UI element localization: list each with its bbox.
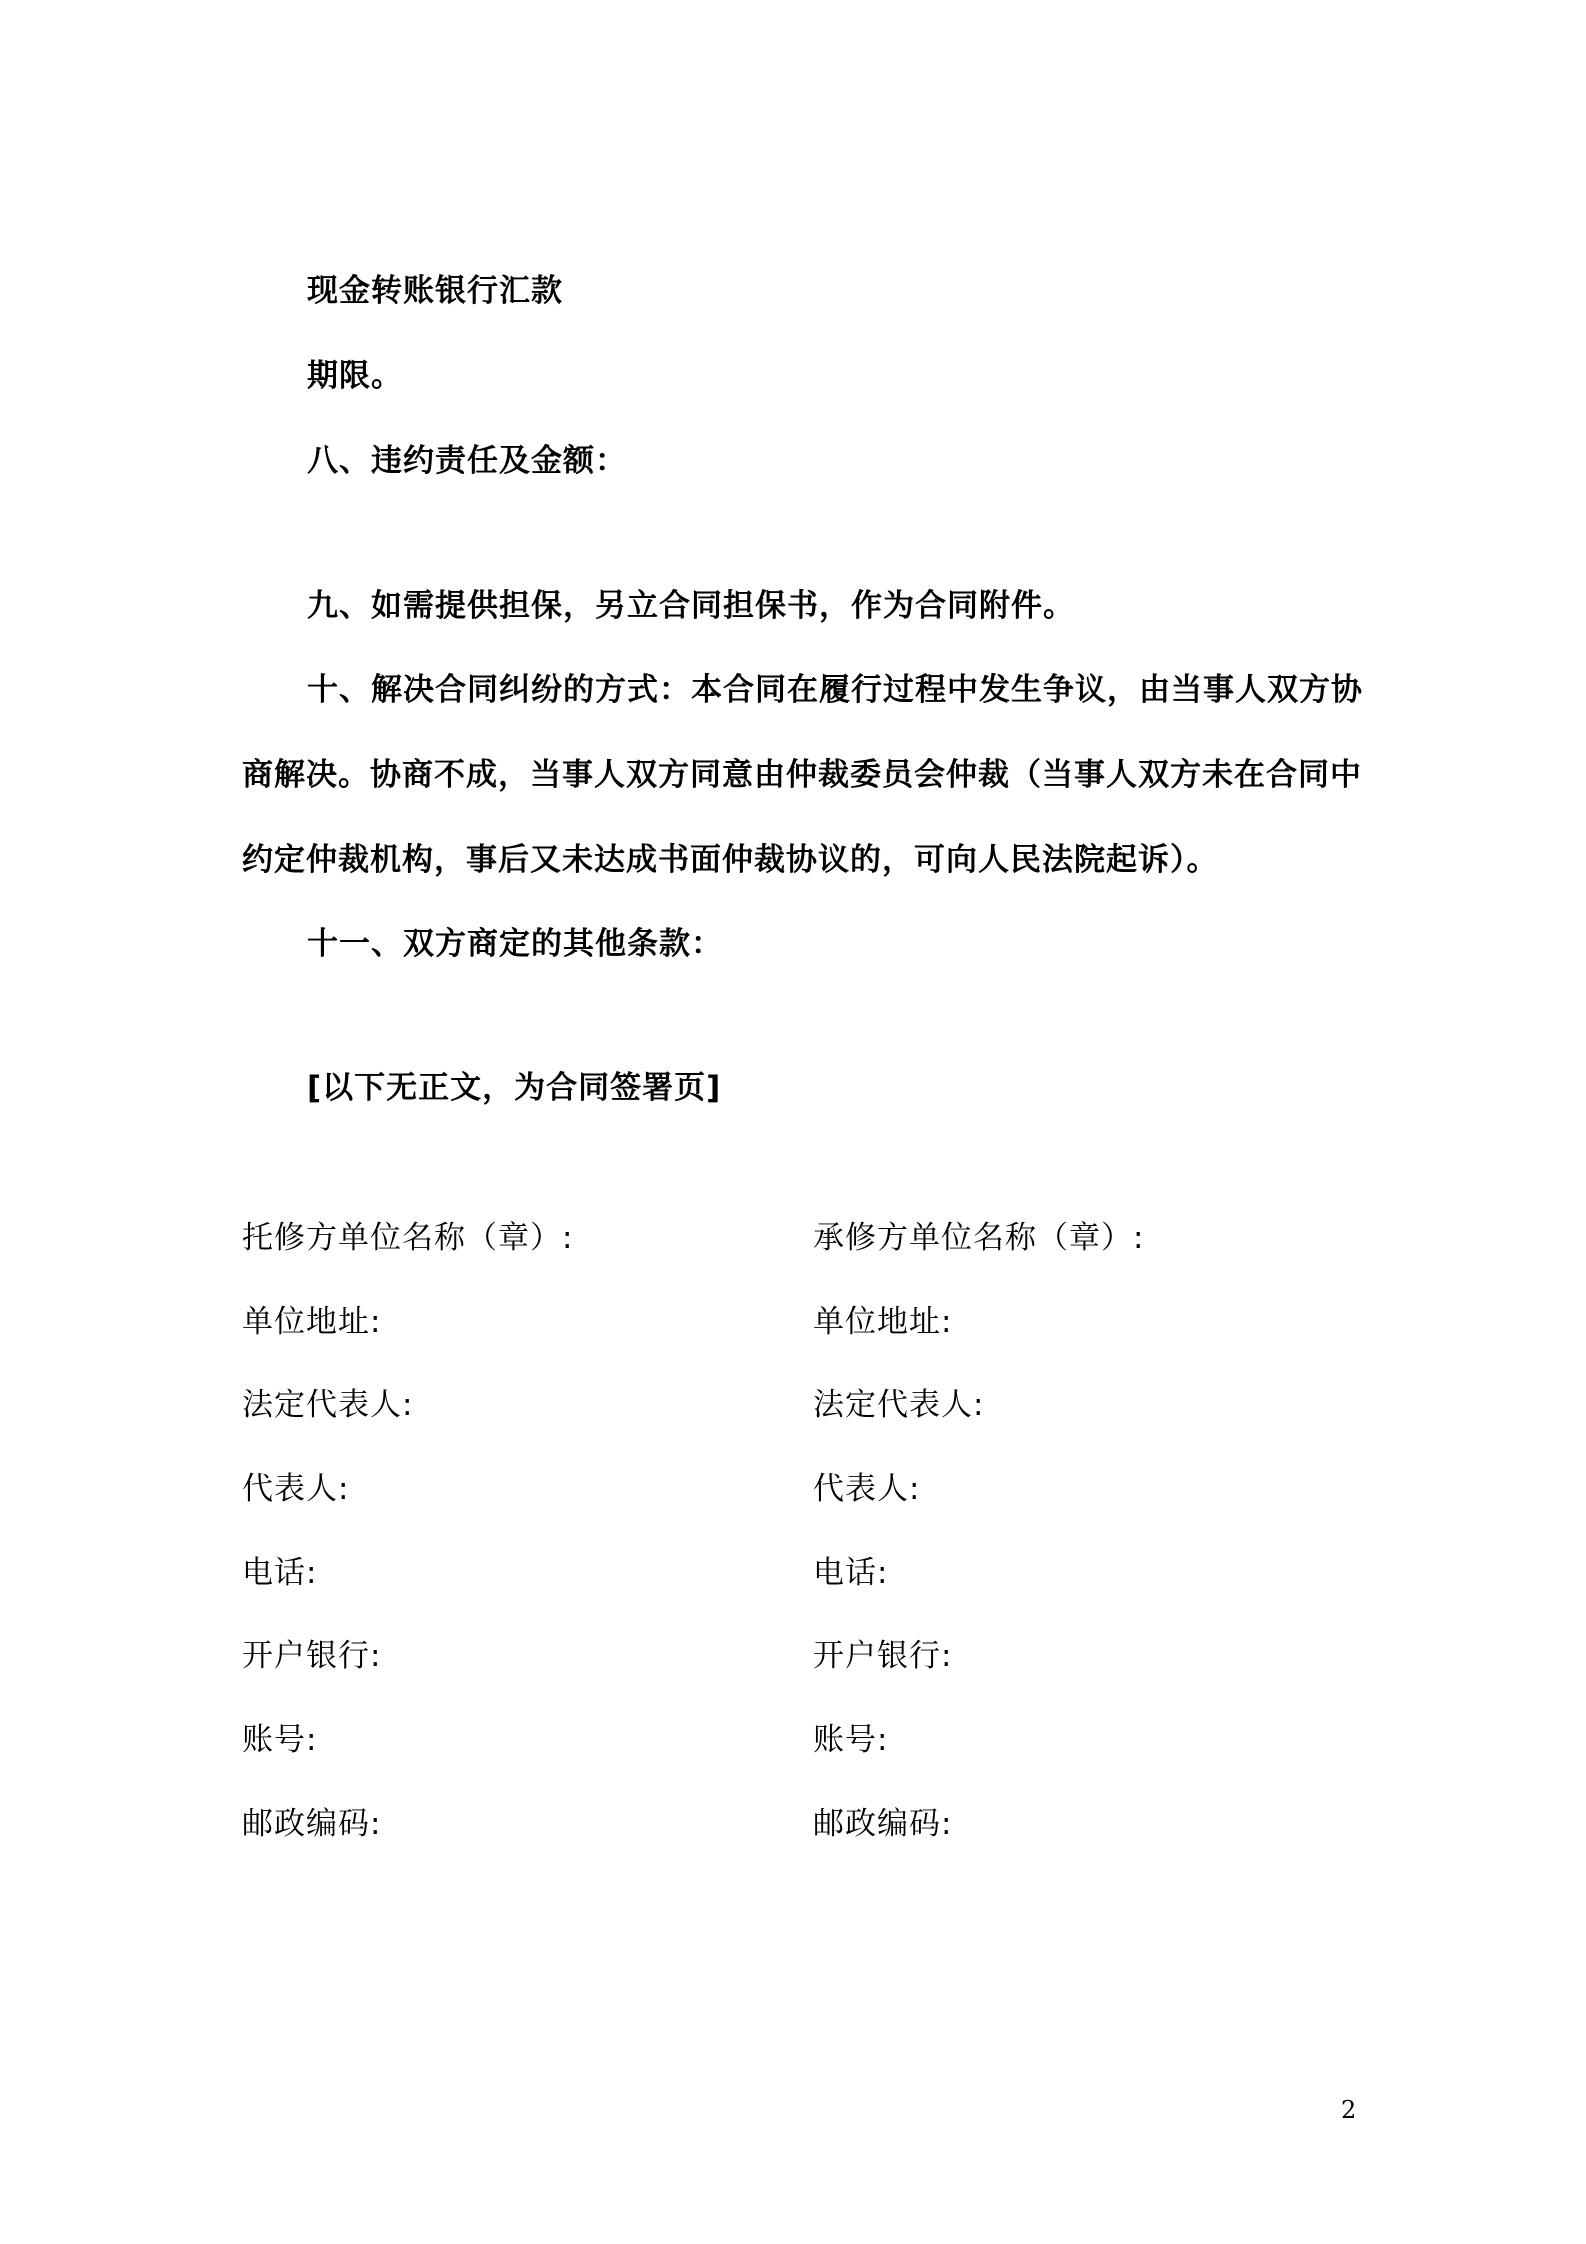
left-postal-code: 邮政编码: (242, 1806, 382, 1842)
left-account: 账号: (242, 1722, 318, 1758)
clause-10-line-2: 商解决。协商不成，当事人双方同意由仲裁委员会仲裁（当事人双方未在合同中 (242, 757, 1362, 793)
paragraph-payment-methods: 现金转账银行汇款 (307, 273, 563, 309)
left-bank: 开户银行: (242, 1638, 382, 1674)
page-number: 2 (1341, 2096, 1357, 2124)
left-representative: 代表人: (242, 1471, 350, 1507)
right-legal-representative: 法定代表人: (813, 1387, 985, 1423)
clause-10-line-3: 约定仲裁机构，事后又未达成书面仲裁协议的，可向人民法院起诉）。 (242, 842, 1219, 878)
right-phone: 电话: (813, 1555, 889, 1591)
clause-9: 九、如需提供担保，另立合同担保书，作为合同附件。 (307, 588, 1075, 624)
left-unit-address: 单位地址: (242, 1304, 382, 1340)
clause-11-heading: 十一、双方商定的其他条款： (307, 926, 723, 962)
right-postal-code: 邮政编码: (813, 1806, 953, 1842)
right-bank: 开户银行: (813, 1638, 953, 1674)
right-unit-name: 承修方单位名称（章）: (813, 1220, 1145, 1256)
right-unit-address: 单位地址: (813, 1304, 953, 1340)
clause-10-line-1: 十、解决合同纠纷的方式：本合同在履行过程中发生争议，由当事人双方协 (307, 672, 1363, 708)
left-unit-name: 托修方单位名称（章）: (242, 1220, 574, 1256)
right-account: 账号: (813, 1722, 889, 1758)
left-phone: 电话: (242, 1555, 318, 1591)
clause-8-heading: 八、违约责任及金额： (307, 443, 627, 479)
left-legal-representative: 法定代表人: (242, 1387, 414, 1423)
signature-page-note: [以下无正文，为合同签署页] (307, 1070, 722, 1106)
paragraph-term: 期限。 (307, 358, 403, 394)
right-representative: 代表人: (813, 1471, 921, 1507)
